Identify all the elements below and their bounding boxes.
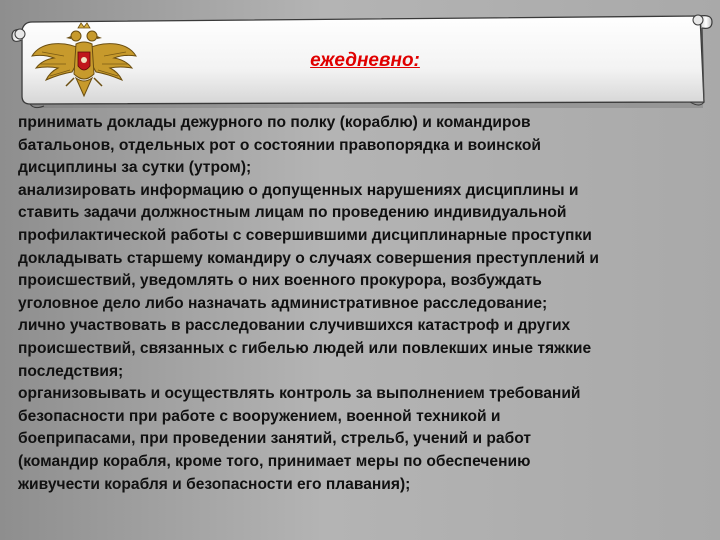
duty-line: профилактической работы с совершившими дисциплинарные проступки	[18, 226, 592, 244]
duties-list	[18, 112, 718, 496]
duty-line: происшествий, уведомлять о них военного прокурора, возбуждать	[18, 272, 542, 290]
duty-line: ставить задачи должностным лицам по проведению индивидуальной	[18, 204, 567, 222]
duty-line: боеприпасами, при проведении занятий, стрельб, учений и работ	[18, 430, 532, 448]
duty-line: уголовное дело либо назначать административное расследование;	[18, 294, 548, 312]
duty-item	[18, 383, 718, 496]
scroll-banner	[0, 0, 720, 115]
double-headed-eagle-emblem-icon	[28, 22, 140, 102]
duty-line: (командир корабля, кроме того, принимает меры по обеспечению	[18, 452, 531, 470]
duty-line: батальонов, отдельных рот о состоянии правопорядка и воинской	[18, 136, 541, 154]
duty-line: анализировать информацию о допущенных нарушениях дисциплины и	[18, 181, 579, 199]
duty-item	[18, 112, 718, 180]
duty-line: безопасности при работе с вооружением, военной техникой и	[18, 407, 501, 425]
duty-line: лично участвовать в расследовании случившихся катастроф и других	[18, 317, 571, 335]
duty-item	[18, 180, 718, 248]
duty-line: дисциплины за сутки (утром);	[18, 159, 252, 177]
duty-line: последствия;	[18, 362, 124, 380]
duty-line: принимать доклады дежурного по полку (кораблю) и командиров	[18, 114, 531, 131]
duty-line: живучести корабля и безопасности его плавания);	[18, 475, 411, 493]
duty-item	[18, 248, 718, 316]
duty-item	[18, 315, 718, 383]
page-title: ежедневно:	[310, 50, 420, 71]
duty-line: организовывать и осуществлять контроль за выполнением требований	[18, 385, 581, 403]
duty-line: докладывать старшему командиру о случаях совершения преступлений и	[18, 249, 599, 267]
duty-line: происшествий, связанных с гибелью людей или повлекших иные тяжкие	[18, 339, 592, 357]
